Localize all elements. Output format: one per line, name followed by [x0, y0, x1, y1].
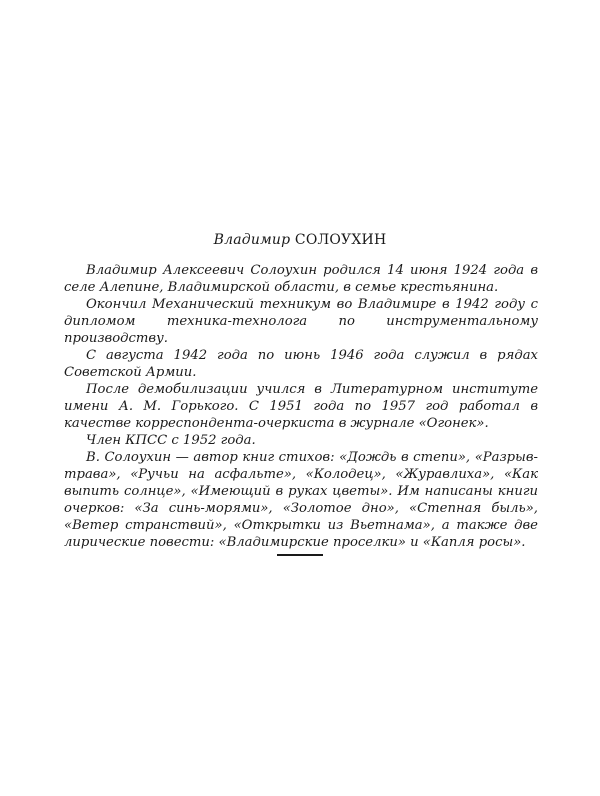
author-surname: СОЛОУХИН	[294, 232, 387, 248]
section-divider	[277, 554, 323, 556]
bio-paragraph-institute: После демобилизации учился в Литературном институте имени А. М. Горького. С 1951 года по 1957 год работал в качестве корреспондента-очеркиста в журнале «Огонек».	[64, 382, 538, 431]
bio-paragraph-education: Окончил Механический техникум во Владимире в 1942 году с дипломом техника-технолога по инструментальному производству.	[64, 297, 538, 346]
author-heading	[0, 232, 600, 248]
bio-paragraph-party: Член КПСС с 1952 года.	[86, 433, 256, 448]
bio-paragraph-works: В. Солоухин — автор книг стихов: «Дождь в степи», «Разрыв-трава», «Ручьи на асфальте», «Колодец», «Журавлиха», «Как выпить солнце», «Имеющий в руках цветы». Им написаны книги очерков: «За синь-морями», «Золотое дно», «Степная быль», «Ветер странствий», «Открытки из Вьетнама», а также две лирические повести: «Владимирские проселки» и «Капля росы».	[64, 450, 538, 550]
author-first-name: Владимир	[213, 232, 291, 248]
bio-paragraph-army: С августа 1942 года по июнь 1946 года служил в рядах Советской Армии.	[64, 348, 538, 380]
bio-paragraph-birth: Владимир Алексеевич Солоухин родился 14 июня 1924 года в селе Алепине, Владимирской области, в семье крестьянина.	[64, 263, 538, 295]
author-biography	[64, 262, 538, 551]
